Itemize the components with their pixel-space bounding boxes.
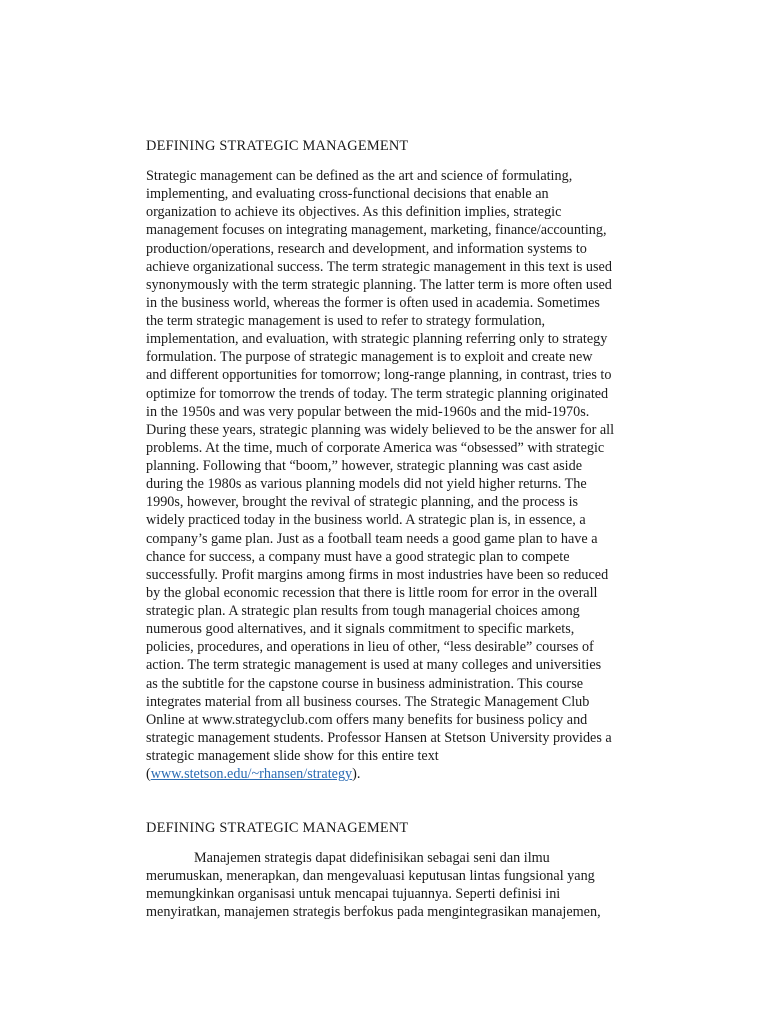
paragraph-line: formulation. The purpose of strategic management is to exploit and create new — [146, 349, 593, 366]
paragraph-line: problems. At the time, much of corporate America was “obsessed” with strategic — [146, 439, 605, 456]
paragraph-line: During these years, strategic planning was widely believed to be the answer for all — [146, 421, 615, 438]
paragraph-line: company’s game plan. Just as a football team needs a good game plan to have a — [146, 530, 598, 547]
paragraph-line: implementation, and evaluation, with strategic planning referring only to strategy — [146, 331, 608, 348]
paragraph-line: in the business world, whereas the former is often used in academia. Sometimes — [146, 294, 600, 311]
paragraph-line: implementing, and evaluating cross-functional decisions that enable an — [146, 186, 549, 203]
paragraph-line: memungkinkan organisasi untuk mencapai tujuannya. Seperti definisi ini — [146, 886, 561, 903]
paren-open: ( — [146, 766, 151, 783]
paragraph-line: strategic plan. A strategic plan results from tough managerial choices among — [146, 603, 580, 619]
paragraph-line: successfully. Profit margins among firms in most industries have been so reduced — [146, 566, 609, 583]
paragraph-line: planning. Following that “boom,” however, strategic planning was cast aside — [146, 458, 582, 474]
section-heading: DEFINING STRATEGIC MANAGEMENT — [146, 820, 409, 836]
paragraph-line: chance for success, a company must have a good strategic plan to compete — [146, 548, 570, 565]
paragraph-line: Online at www.strategyclub.com offers many benefits for business policy and — [146, 711, 588, 728]
paragraph-line: 1990s, however, brought the revival of strategic planning, and the process is — [146, 494, 579, 511]
paragraph-line: Manajemen strategis dapat didefinisikan sebagai seni dan ilmu — [194, 850, 550, 866]
paragraph-line: achieve organizational success. The term strategic management in this text is used — [146, 258, 612, 275]
paragraph-line: action. The term strategic management is used at many colleges and universities — [146, 657, 602, 674]
paragraph-line: and different opportunities for tomorrow; long-range planning, in contrast, tries to — [146, 367, 612, 384]
paragraph-line: numerous good alternatives, and it signals commitment to specific markets, — [146, 621, 575, 638]
paragraph-line: by the global economic recession that there is little room for error in the overall — [146, 584, 598, 601]
paragraph-line: Strategic management can be defined as the art and science of formulating, — [146, 168, 573, 184]
paragraph-line: widely practiced today in the business world. A strategic plan is, in essence, a — [146, 512, 586, 529]
paragraph-line: integrates material from all business courses. The Strategic Management Club — [146, 693, 590, 710]
section-heading: DEFINING STRATEGIC MANAGEMENT — [146, 138, 409, 154]
paragraph-line: management focuses on integrating management, marketing, finance/accounting, — [146, 222, 607, 239]
paragraph-line: optimize for tomorrow the trends of today. The term strategic planning originated — [146, 385, 609, 402]
paragraph-line: organization to achieve its objectives. As this definition implies, strategic — [146, 204, 562, 221]
paragraph-line: strategic management slide show for this entire text — [146, 748, 439, 764]
section-english — [146, 137, 656, 783]
paragraph-last-line — [146, 765, 656, 783]
paragraph-line: during the 1980s as various planning models did not yield higher returns. The — [146, 476, 587, 493]
paragraph-line: menyiratkan, manajemen strategis berfokus pada mengintegrasikan manajemen, — [146, 904, 601, 921]
paren-close: ). — [352, 766, 361, 783]
stetson-strategy-link[interactable]: www.stetson.edu/~rhansen/strategy — [150, 766, 353, 783]
paragraph-line: strategic management students. Professor Hansen at Stetson University provides a — [146, 729, 612, 746]
paragraph-line: the term strategic management is used to refer to strategy formulation, — [146, 313, 546, 329]
paragraph-line: synonymously with the term strategic planning. The latter term is more often used — [146, 276, 612, 293]
paragraph — [146, 167, 656, 783]
paragraph-line: merumuskan, menerapkan, dan mengevaluasi keputusan lintas fungsional yang — [146, 868, 595, 885]
section-indonesian — [146, 819, 666, 922]
paragraph-line: production/operations, research and development, and information systems to — [146, 240, 587, 257]
paragraph-line: policies, procedures, and operations in lieu of other, “less desirable” courses of — [146, 639, 594, 656]
paragraph-line: in the 1950s and was very popular between the mid-1960s and the mid-1970s. — [146, 403, 590, 420]
paragraph-line: as the subtitle for the capstone course in business administration. This course — [146, 675, 584, 692]
paragraph — [146, 849, 666, 922]
